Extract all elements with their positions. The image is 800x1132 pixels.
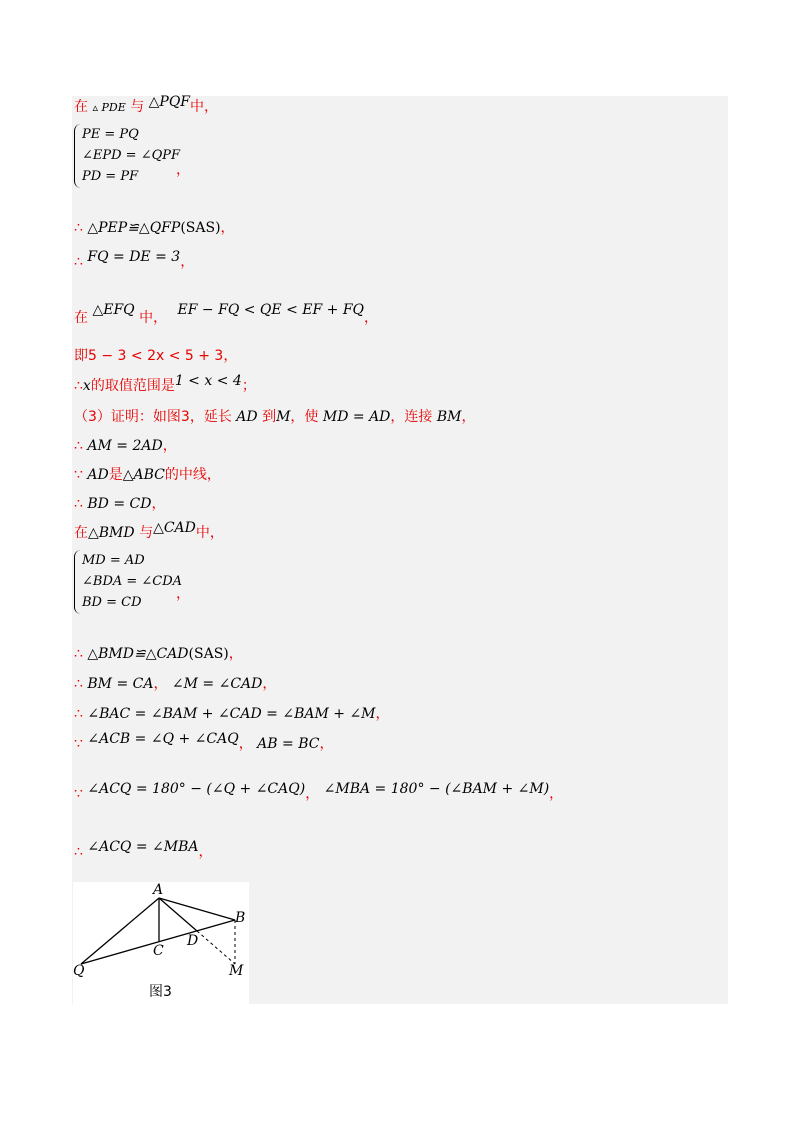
segment-ab xyxy=(159,898,235,920)
equation-angle-acb: ∠ACB = ∠Q + ∠CAQ xyxy=(87,731,239,747)
punctuation: ， xyxy=(305,786,320,802)
therefore-symbol: ∴ xyxy=(74,676,83,692)
punctuation: ， xyxy=(549,786,564,802)
label-c: C xyxy=(153,943,164,959)
label-q: Q xyxy=(73,963,85,979)
range-expression: 1 < x < 4 xyxy=(174,373,242,389)
variable-x: x xyxy=(82,378,91,394)
therefore-symbol: ∴ xyxy=(74,496,83,512)
label-m: M xyxy=(229,963,244,979)
text-zai: 在 xyxy=(74,99,88,115)
text-yu: 与 xyxy=(130,99,145,115)
text-range: 的取值范围是 xyxy=(90,378,175,394)
text-zai: 在 xyxy=(74,525,88,541)
triangle-abc: △ABC xyxy=(122,467,165,483)
therefore-symbol: ∴ xyxy=(74,438,83,454)
line-median xyxy=(74,465,221,485)
equation-line: MD = AD xyxy=(82,553,145,568)
equation-angle-mba: ∠MBA = 180° − (∠BAM + ∠M) xyxy=(323,781,550,797)
line-intro-bmd-cad xyxy=(74,520,224,543)
label-b: B xyxy=(235,910,246,926)
brace xyxy=(74,124,81,188)
text-dao: 到 xyxy=(262,409,277,425)
equation: ∠ACQ = ∠MBA xyxy=(87,839,199,855)
line-fq-de xyxy=(74,249,195,272)
equation-line: PD = PF xyxy=(82,169,139,184)
dashed-segments xyxy=(197,920,235,964)
text-shi: ，使 xyxy=(290,409,319,425)
therefore-symbol: ∴ xyxy=(74,254,83,270)
line-triangle-efq-inequality xyxy=(74,300,379,326)
inequality: EF − FQ < QE < EF + FQ xyxy=(177,302,365,318)
line-angle-acq-eq-mba xyxy=(74,839,213,862)
because-symbol: ∵ xyxy=(74,467,83,483)
line-bd-cd xyxy=(74,494,165,514)
punctuation: ， xyxy=(228,646,243,662)
punctuation: ， xyxy=(151,496,166,512)
punctuation: ， xyxy=(319,736,334,752)
punctuation: ， xyxy=(220,220,235,236)
punctuation: ， xyxy=(153,676,168,692)
inequality-text: 即5 − 3 < 2x < 5 + 3， xyxy=(74,348,238,364)
figure-caption: 图3 xyxy=(149,984,172,1000)
line-congruent-bmd-cad xyxy=(74,644,243,664)
equation: ∠BAC = ∠BAM + ∠CAD = ∠BAM + ∠M xyxy=(87,706,376,722)
line-angle-acb xyxy=(74,731,334,754)
equation-line: PE = PQ xyxy=(82,127,139,142)
therefore-symbol: ∴ xyxy=(74,220,83,236)
label-a: A xyxy=(153,882,164,898)
text-zhong: 中， xyxy=(190,99,219,115)
text-proof-intro: （3）证明：如图3，延长 xyxy=(74,409,232,425)
equation-md-ad: MD = AD xyxy=(322,409,391,425)
triangle-efq: △EFQ xyxy=(92,302,135,318)
equation-ab-bc: AB = BC xyxy=(257,736,320,752)
congruence-expression: △PEP≌△QFP xyxy=(87,220,181,236)
segment-bm: BM xyxy=(436,409,462,425)
equation: AM = 2AD xyxy=(87,438,163,454)
line-congruent-pep-qfp xyxy=(74,218,235,238)
segment-ad: AD xyxy=(87,467,109,483)
line-x-range xyxy=(74,373,256,396)
segment-ad: AD xyxy=(236,409,258,425)
line-bm-ca xyxy=(74,674,276,694)
sas-label: (SAS) xyxy=(188,646,229,662)
equation-angle-m: ∠M = ∠CAD xyxy=(171,676,263,692)
punctuation: ， xyxy=(262,676,277,692)
congruence-expression: △BMD≌△CAD xyxy=(87,646,189,662)
system-2-comma: ， xyxy=(176,586,190,602)
text-zai: 在 xyxy=(74,310,88,326)
geometry-diagram xyxy=(73,882,249,1004)
punctuation: ， xyxy=(198,844,213,860)
triangle-cad: △CAD xyxy=(153,520,196,536)
line-proof-part-3 xyxy=(74,407,475,427)
punctuation: ， xyxy=(180,254,195,270)
punctuation: ； xyxy=(241,378,256,394)
text-connect: ，连接 xyxy=(390,409,433,425)
therefore-symbol: ∴ xyxy=(74,844,83,860)
system-1-comma: ， xyxy=(176,162,190,178)
equation: BD = CD xyxy=(87,496,152,512)
punctuation: ， xyxy=(375,706,390,722)
line-am-2ad xyxy=(74,436,177,456)
equation: FQ = DE = 3 xyxy=(87,249,181,265)
text-median: 的中线， xyxy=(164,467,221,483)
equation-bm-ca: BM = CA xyxy=(87,676,154,692)
punctuation: ， xyxy=(364,310,379,326)
triangle-bmd: △BMD xyxy=(88,525,135,541)
therefore-symbol: ∴ xyxy=(74,646,83,662)
line-inequality-numeric xyxy=(74,346,237,366)
line-angle-bac xyxy=(74,704,390,724)
text-zhong: 中， xyxy=(195,525,224,541)
because-symbol: ∵ xyxy=(74,736,83,752)
triangle-pde: ▵ PDE xyxy=(92,101,126,114)
punctuation: ， xyxy=(461,409,476,425)
segment-dm-dashed xyxy=(197,931,235,964)
text-zhong: 中， xyxy=(139,310,168,326)
equation-system-2 xyxy=(74,550,204,614)
sas-label: (SAS) xyxy=(180,220,221,236)
label-d: D xyxy=(187,933,199,949)
equation-angle-acq: ∠ACQ = 180° − (∠Q + ∠CAQ) xyxy=(87,781,306,797)
equation-line: ∠EPD = ∠QPF xyxy=(82,148,181,163)
line-angle-acq-mba-expanded xyxy=(74,781,564,804)
text-yu: 与 xyxy=(139,525,154,541)
line-intro-pde-pqf xyxy=(74,94,219,118)
segment-aq xyxy=(81,898,159,964)
triangle-pqf: △PQF xyxy=(148,94,191,110)
figure-3 xyxy=(73,882,249,1004)
text-shi: 是 xyxy=(108,467,123,483)
equation-line: ∠BDA = ∠CDA xyxy=(82,574,183,589)
therefore-symbol: ∴ xyxy=(74,706,83,722)
equation-line: BD = CD xyxy=(82,595,142,610)
punctuation: ， xyxy=(162,438,177,454)
punctuation: ， xyxy=(238,736,253,752)
point-m: M xyxy=(276,409,291,425)
brace xyxy=(74,550,81,614)
therefore-symbol: ∴ xyxy=(74,378,83,394)
because-symbol: ∵ xyxy=(74,786,83,802)
